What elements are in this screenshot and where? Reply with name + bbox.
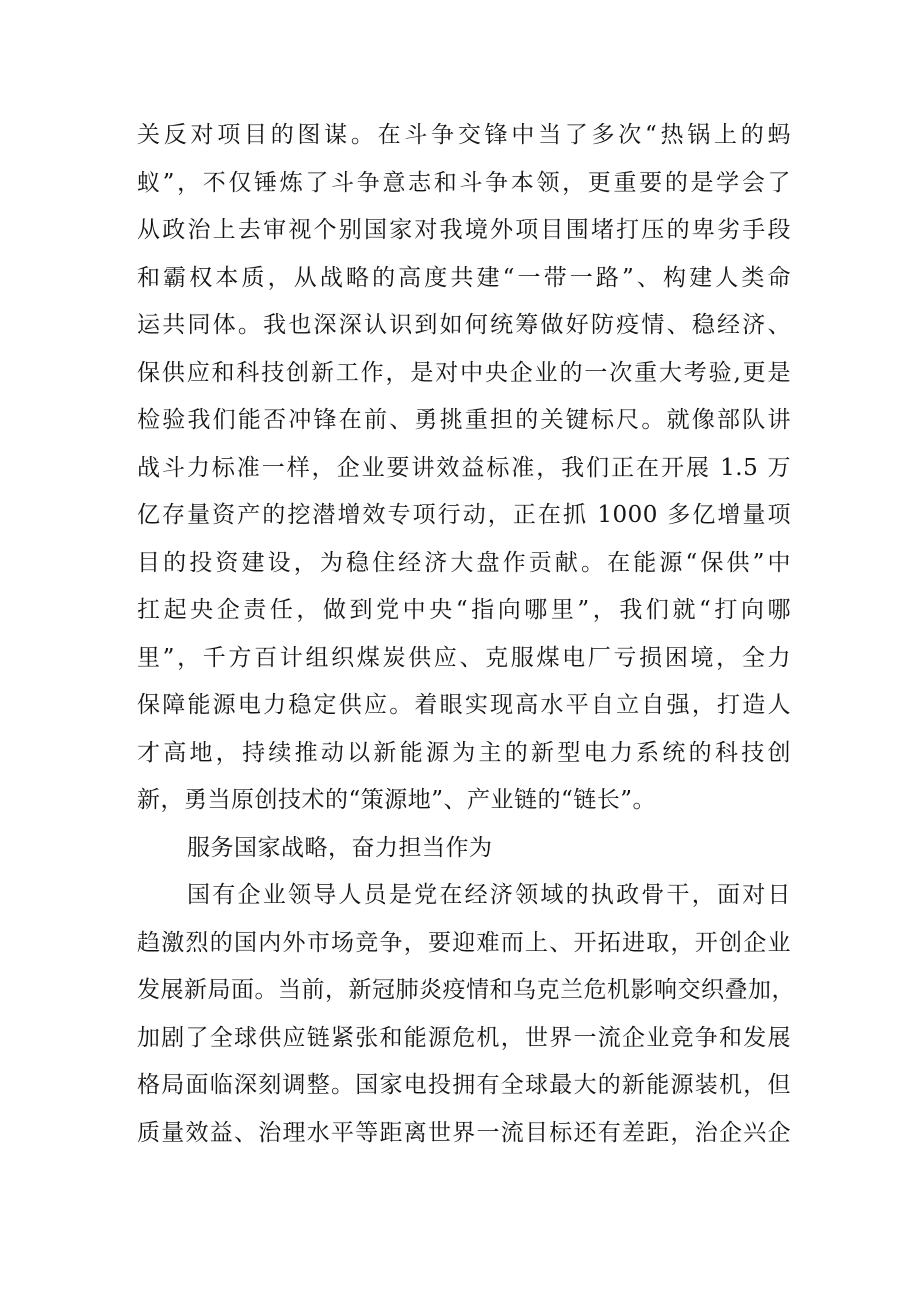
text-line: 里”，千方百计组织煤炭供应、克服煤电厂亏损困境，全力 [137,644,791,671]
text-line: 目的投资建设，为稳住经济大盘作贡献。在能源“保供”中 [137,549,791,576]
text-line: 扛起央企责任，做到党中央“指向哪里”，我们就“打向哪 [137,597,791,623]
text-line: 战斗力标准一样，企业要讲效益标准，我们正在开展 1.5 万 [137,454,791,481]
paragraph-1 [137,112,791,825]
paragraph-2 [137,872,795,1157]
text-line: 才高地，持续推动以新能源为主的新型电力系统的科技创 [137,739,791,766]
document-body [137,112,795,1157]
text-line: 从政治上去审视个别国家对我境外项目围堵打压的卑劣手段 [137,217,791,243]
text-line: 亿存量资产的挖潜增效专项行动，正在抓 1000 多亿增量项 [137,502,791,528]
text-line: 趋激烈的国内外市场竞争，要迎难而上、开拓进取，开创企业 [137,929,791,956]
text-line: 发展新局面。当前，新冠肺炎疫情和乌克兰危机影响交织叠加， [137,977,795,1003]
text-line: 和霸权本质，从战略的高度共建“一带一路”、构建人类命 [137,264,791,291]
text-line: 蚁”，不仅锤炼了斗争意志和斗争本领，更重要的是学会了 [137,169,791,196]
text-line: 加剧了全球供应链紧张和能源危机，世界一流企业竞争和发展 [137,1024,791,1051]
text-line: 质量效益、治理水平等距离世界一流目标还有差距，治企兴企 [137,1119,791,1146]
text-line: 保障能源电力稳定供应。着眼实现高水平自立自强，打造人 [137,692,791,718]
text-line: 保供应和科技创新工作，是对中央企业的一次重大考验,更是 [137,359,791,386]
text-line: 检验我们能否冲锋在前、勇挑重担的关键标尺。就像部队讲 [137,407,791,433]
text-line: 国有企业领导人员是党在经济领域的执政骨干，面对日 [187,882,791,908]
text-line: 运共同体。我也深深认识到如何统筹做好防疫情、稳经济、 [137,312,791,338]
text-line: 关反对项目的图谋。在斗争交锋中当了多次“热锅上的蚂 [137,122,791,148]
text-line: 新，勇当原创技术的“策源地”、产业链的“链长”。 [137,787,657,813]
section-heading: 服务国家战略，奋力担当作为 [187,834,493,861]
text-line: 格局面临深刻调整。国家电投拥有全球最大的新能源装机，但 [137,1072,791,1098]
